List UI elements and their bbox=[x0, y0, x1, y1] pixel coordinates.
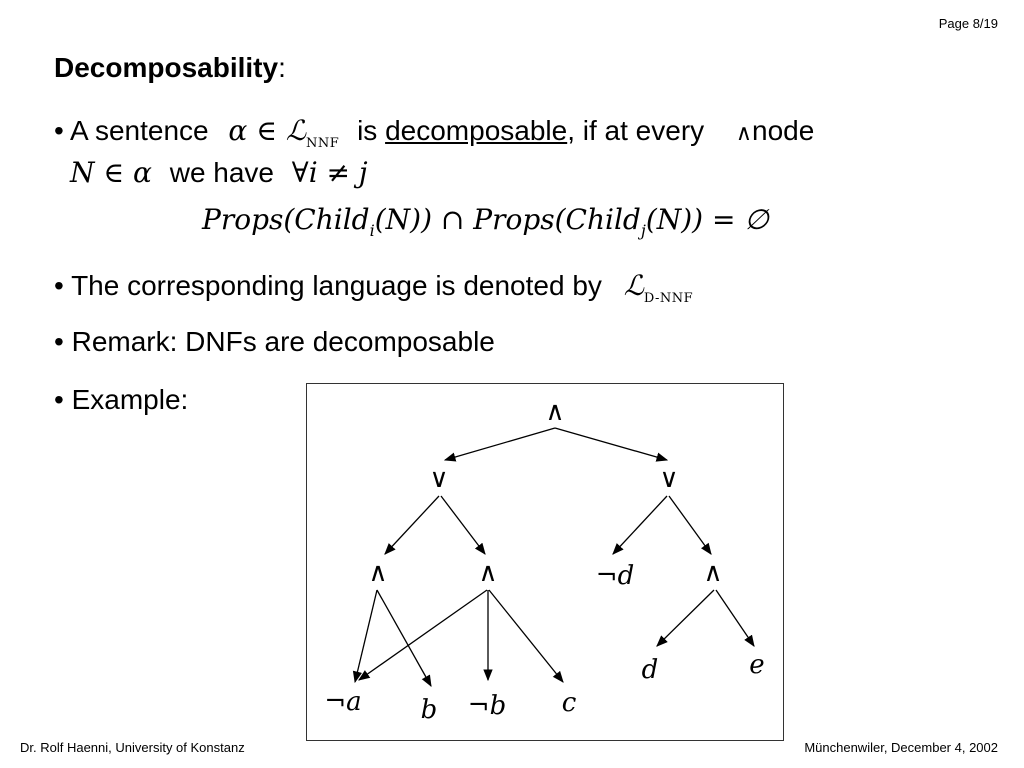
heading-bold: Decomposability bbox=[54, 52, 279, 83]
footer-date: Münchenwiler, December 4, 2002 bbox=[804, 740, 998, 755]
bullet1-pre: A sentence bbox=[70, 115, 209, 146]
bullet-language bbox=[54, 269, 693, 306]
edge-or-right-neg-d bbox=[613, 496, 667, 554]
leaf-c: c bbox=[561, 688, 577, 718]
bullet-dot: • bbox=[54, 384, 72, 415]
leaf-d: d bbox=[641, 655, 659, 685]
footer-author: Dr. Rolf Haenni, University of Konstanz bbox=[20, 740, 245, 755]
node-and-lr: ∧ bbox=[478, 558, 498, 588]
leaf-neg-a: ¬a bbox=[324, 687, 362, 717]
example-tree-frame bbox=[306, 383, 784, 741]
bullet1-line2 bbox=[70, 156, 368, 189]
leaf-b: b bbox=[420, 695, 438, 725]
term-decomposable: decomposable bbox=[385, 115, 568, 146]
edge-and-rr-e bbox=[716, 590, 754, 646]
edge-and-lr-c bbox=[489, 590, 563, 682]
slide-heading bbox=[54, 52, 286, 84]
node-or-right: ∨ bbox=[659, 464, 679, 494]
math-n-in-alpha: N ∈ α bbox=[70, 156, 152, 189]
edge-and-ll-b bbox=[377, 590, 431, 686]
edge-and-lr-neg-a bbox=[359, 590, 487, 680]
node-and-ll: ∧ bbox=[368, 558, 388, 588]
node-neg-d: ¬d bbox=[595, 561, 635, 591]
decomposability-formula: Props(Child$_i$(N)) ∩ Props(Child$_j$(N)) = ∅ bbox=[202, 203, 769, 240]
node-root: ∧ bbox=[545, 397, 565, 427]
bullet-dot: • bbox=[54, 115, 71, 146]
edge-root-or-right bbox=[555, 428, 667, 460]
bullet1-node: node bbox=[752, 115, 815, 146]
bullet1-is: is bbox=[357, 115, 378, 146]
page-number: Page 8/19 bbox=[938, 16, 998, 31]
edge-and-ll-neg-a bbox=[355, 590, 377, 682]
bullet3-text: Remark: DNFs are decomposable bbox=[71, 326, 495, 357]
example-tree-diagram bbox=[307, 384, 785, 742]
bullet-remark bbox=[54, 326, 495, 358]
edge-root-or-left bbox=[445, 428, 555, 460]
leaf-e: e bbox=[749, 650, 765, 680]
leaf-neg-b: ¬b bbox=[467, 691, 507, 721]
bullet-dot: • bbox=[54, 326, 72, 357]
edge-or-left-and-lr bbox=[441, 496, 485, 554]
edge-or-right-and-rr bbox=[669, 496, 711, 554]
edge-or-left-and-ll bbox=[385, 496, 439, 554]
edge-and-rr-d bbox=[657, 590, 714, 646]
node-and-rr: ∧ bbox=[703, 558, 723, 588]
bullet1-we-have: we have bbox=[169, 157, 275, 188]
node-or-left: ∨ bbox=[429, 464, 449, 494]
math-alpha-in-nnf: α ∈ ℒ$_{NNF}$ bbox=[228, 114, 340, 151]
bullet-dot: • bbox=[54, 270, 72, 301]
math-d-nnf: ℒ$_{D-NNF}$ bbox=[623, 269, 694, 306]
math-forall: ∀i ≠ j bbox=[291, 156, 368, 189]
bullet-example bbox=[54, 384, 188, 416]
and-symbol: ∧ bbox=[735, 120, 753, 145]
heading-colon: : bbox=[278, 52, 286, 83]
bullet-decomposable bbox=[54, 114, 814, 151]
bullet4-text: Example: bbox=[71, 384, 189, 415]
bullet1-post: , if at every bbox=[567, 115, 705, 146]
bullet2-text: The corresponding language is denoted by bbox=[71, 270, 602, 301]
